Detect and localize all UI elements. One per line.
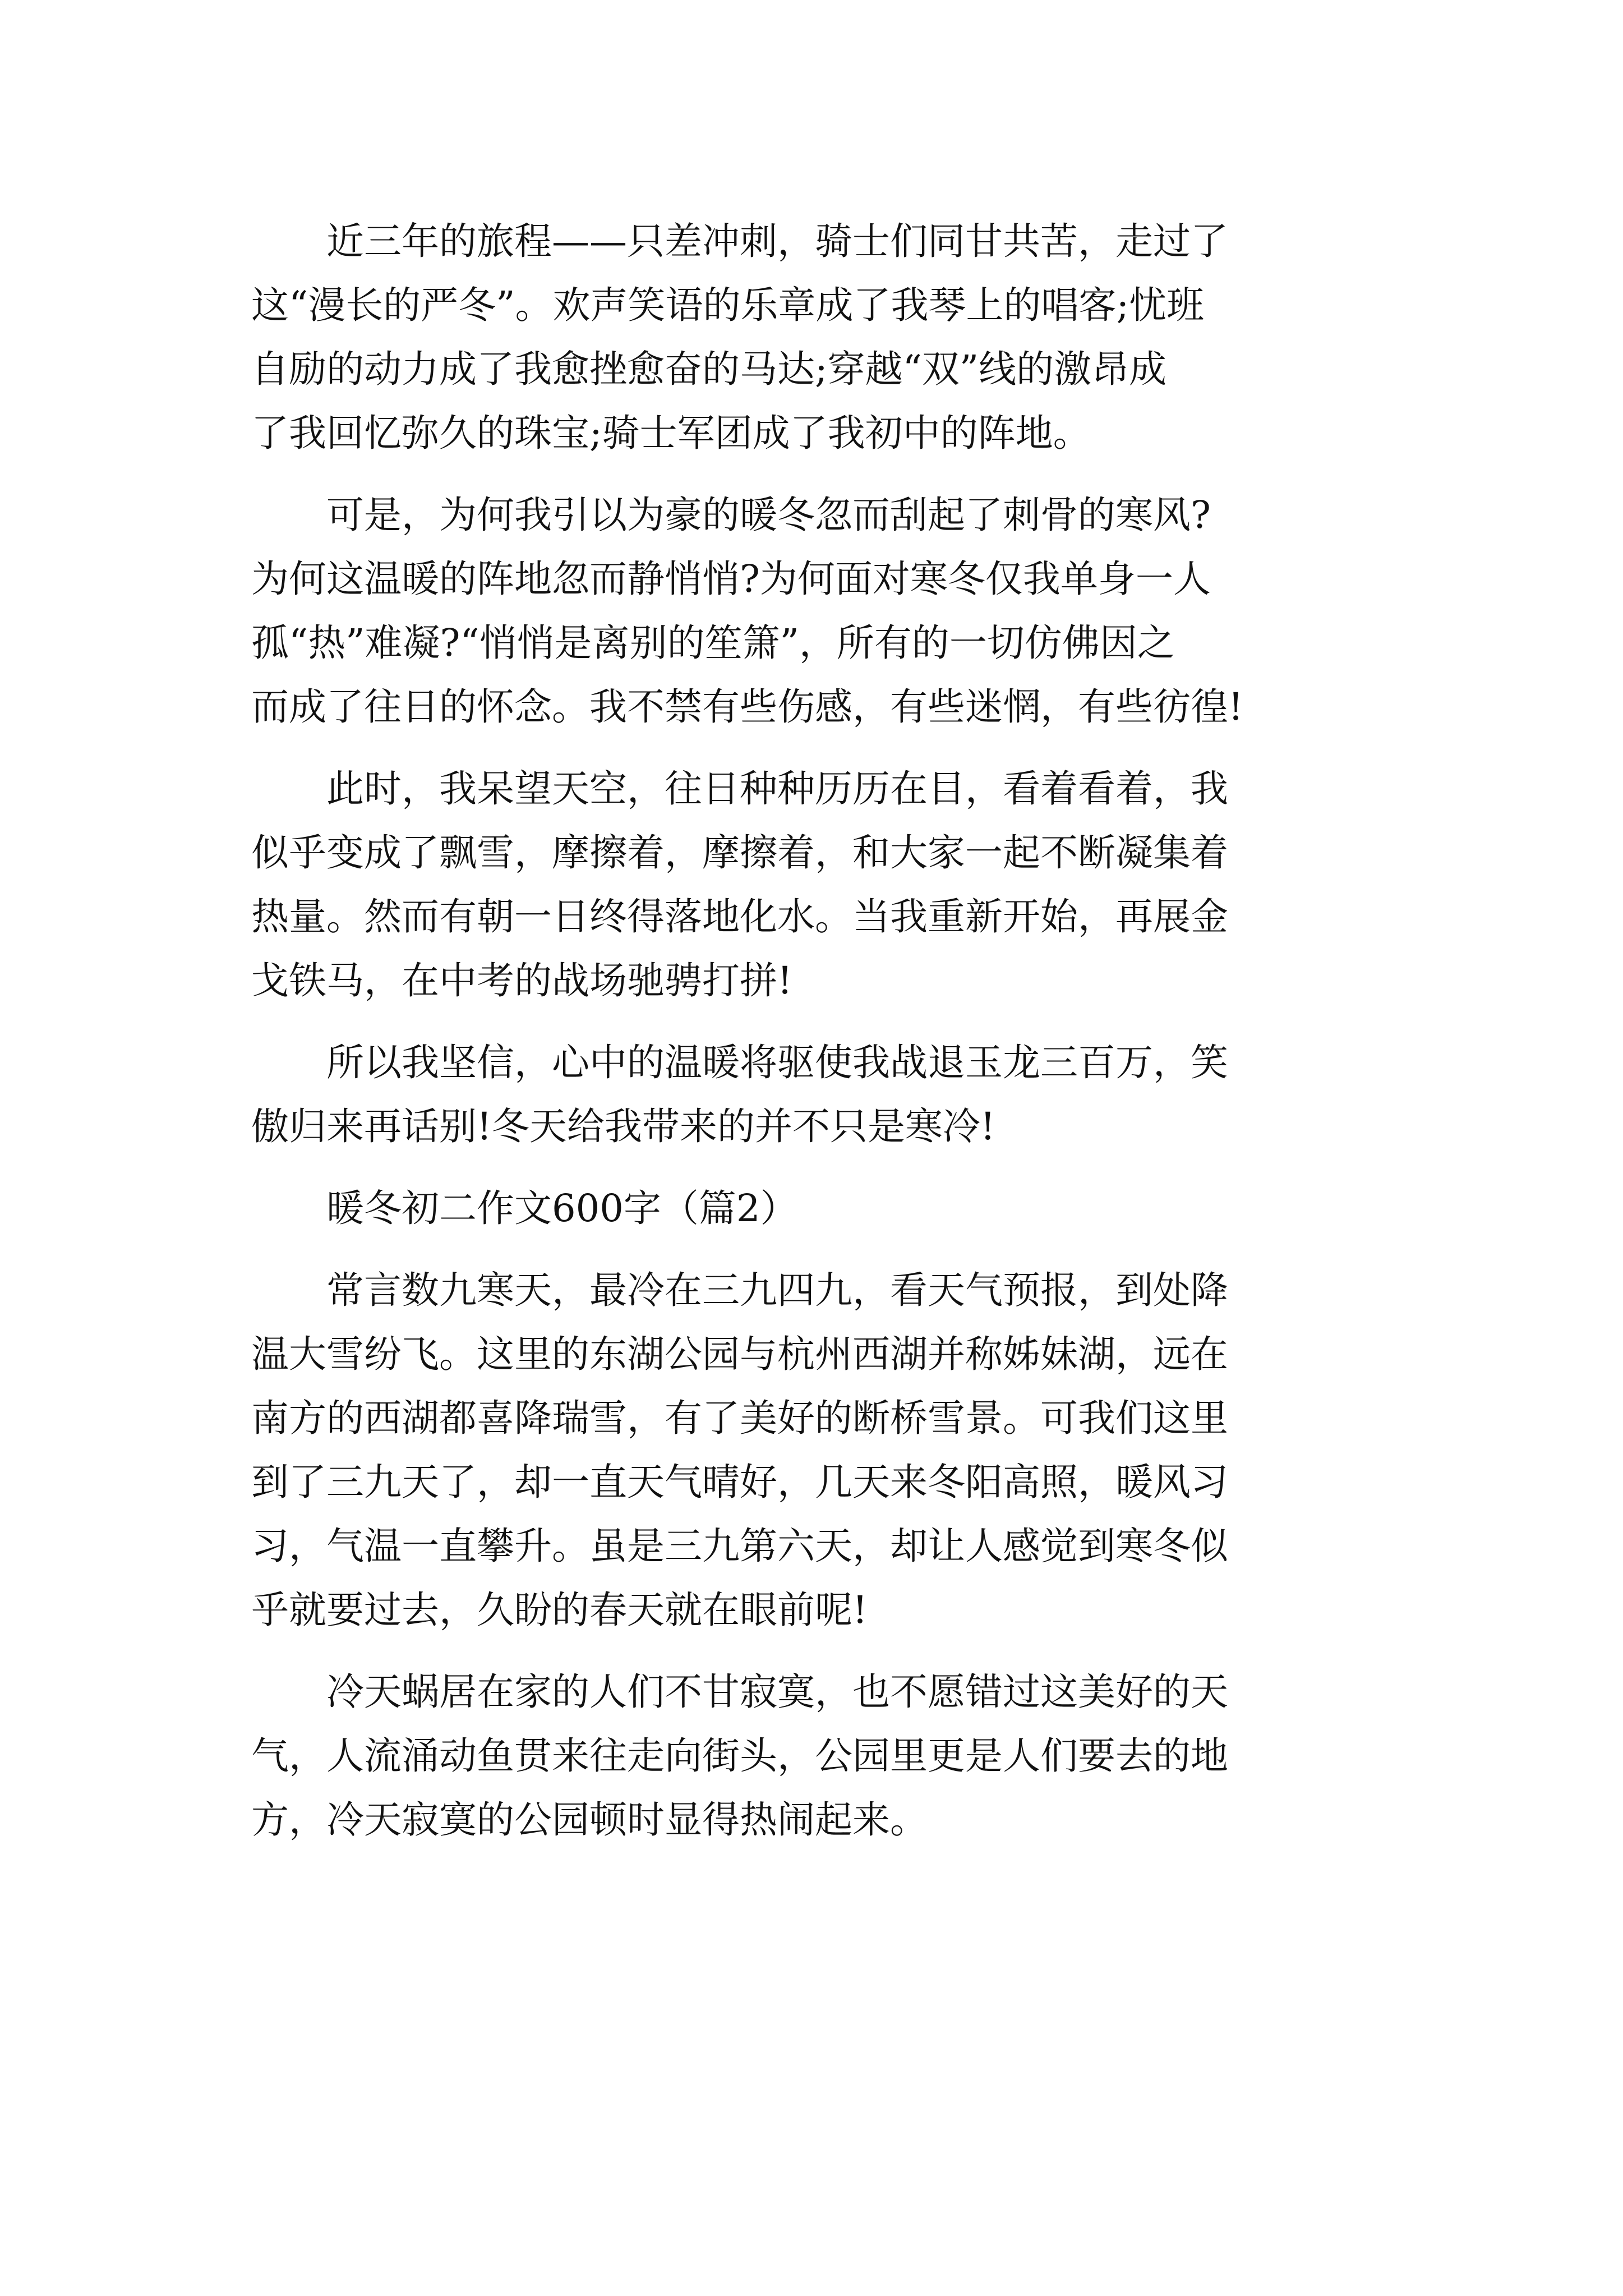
text-line: 常言数九寒天，最冷在三九四九，看天气预报，到处降 <box>251 1268 1228 1312</box>
paragraph-gap <box>251 1013 1373 1030</box>
text-line: 乎就要过去，久盼的春天就在眼前呢! <box>251 1588 868 1632</box>
text-line: 了我回忆弥久的珠宝;骑士军团成了我初中的阵地。 <box>251 411 1091 455</box>
text-line: 此时，我呆望天空，往日种种历历在目，看着看着，我 <box>251 767 1228 811</box>
paragraph <box>251 209 1373 465</box>
paragraph-gap <box>251 1158 1373 1176</box>
text-line: 孤“热”难凝?“悄悄是离别的笙箫”，所有的一切仿佛因之 <box>251 621 1175 665</box>
paragraph <box>251 757 1373 1013</box>
text-line: 气，人流涌动鱼贯来往走向街头，公园里更是人们要去的地 <box>251 1734 1228 1778</box>
text-line: 可是，为何我引以为豪的暖冬忽而刮起了刺骨的寒风? <box>251 493 1211 537</box>
text-line: 近三年的旅程——只差冲刺，骑士们同甘共苦，走过了 <box>251 219 1228 263</box>
text-line: 这“漫长的严冬”。欢声笑语的乐章成了我琴上的唱客;忧班 <box>251 283 1205 327</box>
text-line: 戈铁马，在中考的战场驰骋打拼! <box>251 959 792 1002</box>
text-line: 温大雪纷飞。这里的东湖公园与杭州西湖并称姊妹湖，远在 <box>251 1332 1228 1376</box>
text-line: 到了三九天了，却一直天气晴好，几天来冬阳高照，暖风习 <box>251 1460 1228 1504</box>
page-body <box>251 209 1373 1870</box>
text-line: 傲归来再话别!冬天给我带来的并不只是寒冷! <box>251 1105 995 1148</box>
paragraph <box>251 483 1373 739</box>
paragraph-gap <box>251 1240 1373 1258</box>
text-line: 而成了往日的怀念。我不禁有些伤感，有些迷惘，有些彷徨! <box>251 685 1243 729</box>
text-line: 所以我坚信，心中的温暖将驱使我战退玉龙三百万，笑 <box>251 1041 1228 1084</box>
paragraph <box>251 1660 1373 1852</box>
text-line: 热量。然而有朝一日终得落地化水。当我重新开始，再展金 <box>251 895 1228 938</box>
text-line: 方，冷天寂寞的公园顿时显得热闹起来。 <box>251 1798 928 1842</box>
text-line: 为何这温暖的阵地忽而静悄悄?为何面对寒冬仅我单身一人 <box>251 557 1211 601</box>
paragraph-gap <box>251 465 1373 483</box>
paragraph <box>251 1176 1373 1240</box>
paragraph-gap <box>251 739 1373 757</box>
text-line: 南方的西湖都喜降瑞雪，有了美好的断桥雪景。可我们这里 <box>251 1396 1228 1440</box>
text-line: 冷天蜗居在家的人们不甘寂寞，也不愿错过这美好的天 <box>251 1670 1228 1714</box>
text-line: 暖冬初二作文600字（篇2） <box>251 1186 798 1230</box>
paragraph-gap <box>251 1852 1373 1870</box>
paragraph <box>251 1030 1373 1158</box>
paragraph-gap <box>251 1642 1373 1660</box>
text-line: 自励的动力成了我愈挫愈奋的马达;穿越“双”线的激昂成 <box>251 347 1167 391</box>
paragraph <box>251 1258 1373 1642</box>
text-line: 似乎变成了飘雪，摩擦着，摩擦着，和大家一起不断凝集着 <box>251 831 1228 875</box>
text-line: 习，气温一直攀升。虽是三九第六天，却让人感觉到寒冬似 <box>251 1524 1228 1568</box>
